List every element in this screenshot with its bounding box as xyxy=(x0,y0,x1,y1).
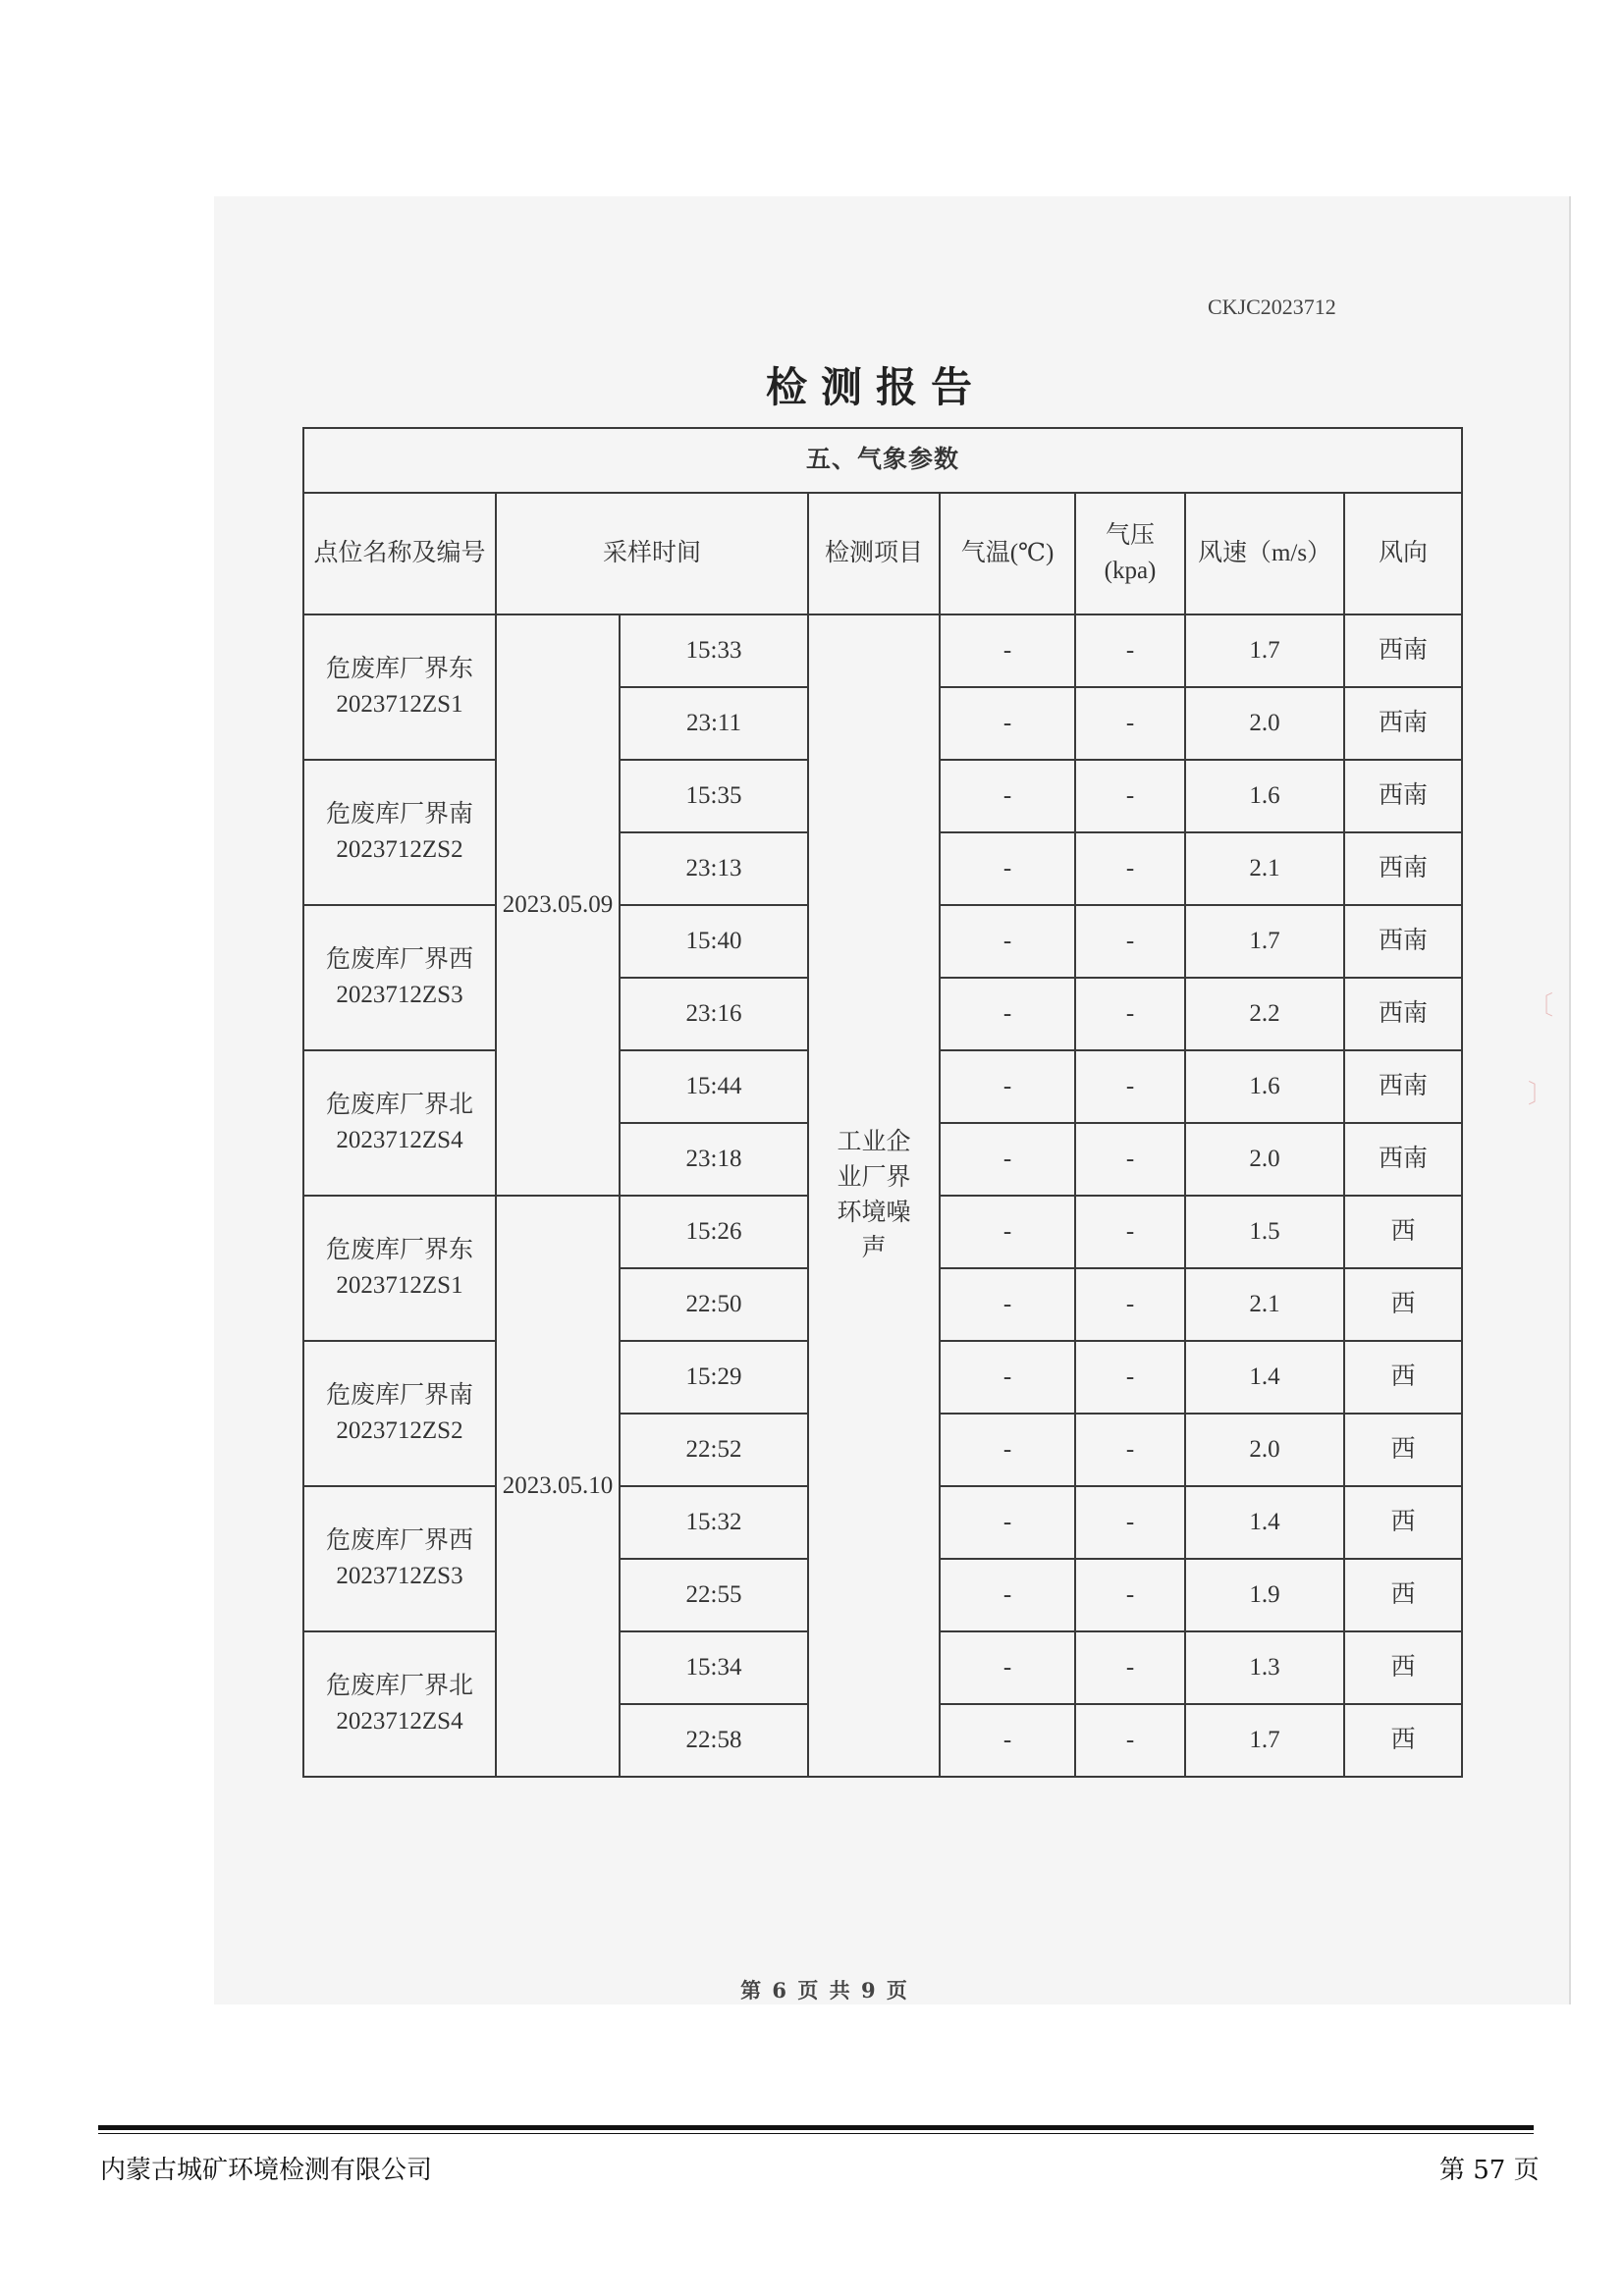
point-name-code xyxy=(303,1631,496,1777)
wind-direction-value: 西 xyxy=(1344,1268,1462,1341)
temperature-value: - xyxy=(940,1704,1075,1777)
point-name: 危废库厂界北 xyxy=(325,1673,473,1699)
wind-speed-value: 1.5 xyxy=(1185,1196,1344,1268)
sampling-time: 23:18 xyxy=(620,1123,808,1196)
wind-speed-value: 1.7 xyxy=(1185,1704,1344,1777)
temperature-value: - xyxy=(940,1123,1075,1196)
point-name-code xyxy=(303,760,496,905)
pressure-value: - xyxy=(1075,1050,1185,1123)
wind-speed-value: 1.9 xyxy=(1185,1559,1344,1631)
wind-speed-value: 2.0 xyxy=(1185,687,1344,760)
header-pressure: 气压(kpa) xyxy=(1075,493,1185,614)
temperature-value: - xyxy=(940,1268,1075,1341)
point-code: 2023712ZS1 xyxy=(336,1272,463,1299)
point-name: 危废库厂界北 xyxy=(325,1092,473,1118)
wind-direction-value: 西 xyxy=(1344,1704,1462,1777)
temperature-value: - xyxy=(940,1050,1075,1123)
header-test-item: 检测项目 xyxy=(808,493,940,614)
pressure-value: - xyxy=(1075,1341,1185,1414)
point-name: 危废库厂界东 xyxy=(325,1237,473,1263)
sampling-time: 15:44 xyxy=(620,1050,808,1123)
wind-speed-value: 1.6 xyxy=(1185,760,1344,832)
wind-speed-value: 1.4 xyxy=(1185,1341,1344,1414)
wind-speed-value: 2.0 xyxy=(1185,1414,1344,1486)
pressure-value: - xyxy=(1075,687,1185,760)
wind-direction-value: 西南 xyxy=(1344,832,1462,905)
wind-direction-value: 西 xyxy=(1344,1631,1462,1704)
footer-rule xyxy=(98,2125,1534,2130)
wind-speed-value: 1.7 xyxy=(1185,905,1344,978)
point-name-code xyxy=(303,1196,496,1341)
sampling-time: 22:58 xyxy=(620,1704,808,1777)
wind-direction-value: 西 xyxy=(1344,1486,1462,1559)
temperature-value: - xyxy=(940,1486,1075,1559)
pressure-value: - xyxy=(1075,978,1185,1050)
section-title: 五、气象参数 xyxy=(303,428,1462,493)
point-name: 危废库厂界东 xyxy=(325,656,473,682)
sampling-time: 15:32 xyxy=(620,1486,808,1559)
table-row xyxy=(303,614,1462,687)
point-code: 2023712ZS1 xyxy=(336,691,463,718)
temperature-value: - xyxy=(940,614,1075,687)
wind-direction-value: 西南 xyxy=(1344,614,1462,687)
pressure-value: - xyxy=(1075,614,1185,687)
sampling-time: 15:26 xyxy=(620,1196,808,1268)
point-code: 2023712ZS4 xyxy=(336,1127,463,1153)
temperature-value: - xyxy=(940,1631,1075,1704)
report-page-info: 第 6 页 共 9 页 xyxy=(740,1978,909,2002)
pressure-value: - xyxy=(1075,760,1185,832)
test-item: 工业企业厂界环境噪声 xyxy=(808,614,940,1777)
point-code: 2023712ZS3 xyxy=(336,1563,463,1589)
temperature-value: - xyxy=(940,760,1075,832)
wind-speed-value: 1.6 xyxy=(1185,1050,1344,1123)
wind-speed-value: 2.1 xyxy=(1185,1268,1344,1341)
sampling-time: 23:16 xyxy=(620,978,808,1050)
wind-direction-value: 西 xyxy=(1344,1196,1462,1268)
sampling-time: 22:52 xyxy=(620,1414,808,1486)
temperature-value: - xyxy=(940,832,1075,905)
pressure-value: - xyxy=(1075,1123,1185,1196)
wind-direction-value: 西 xyxy=(1344,1341,1462,1414)
temperature-value: - xyxy=(940,1341,1075,1414)
point-name: 危废库厂界南 xyxy=(325,801,473,828)
point-name-code xyxy=(303,1050,496,1196)
footer-page-number: 第 57 页 xyxy=(1439,2156,1540,2185)
point-name-code xyxy=(303,614,496,760)
pressure-value: - xyxy=(1075,1704,1185,1777)
pressure-value: - xyxy=(1075,1486,1185,1559)
sampling-time: 22:55 xyxy=(620,1559,808,1631)
point-name: 危废库厂界南 xyxy=(325,1382,473,1409)
sampling-time: 15:35 xyxy=(620,760,808,832)
wind-speed-value: 1.7 xyxy=(1185,614,1344,687)
sampling-time: 15:34 xyxy=(620,1631,808,1704)
wind-direction-value: 西南 xyxy=(1344,1050,1462,1123)
header-point: 点位名称及编号 xyxy=(303,493,496,614)
pressure-value: - xyxy=(1075,1268,1185,1341)
header-wind-speed: 风速（m/s） xyxy=(1185,493,1344,614)
point-code: 2023712ZS2 xyxy=(336,1417,463,1444)
sampling-time: 15:33 xyxy=(620,614,808,687)
pressure-value: - xyxy=(1075,832,1185,905)
point-name: 危废库厂界西 xyxy=(325,946,473,973)
temperature-value: - xyxy=(940,978,1075,1050)
temperature-value: - xyxy=(940,905,1075,978)
wind-direction-value: 西 xyxy=(1344,1414,1462,1486)
footer-company-name: 内蒙古城矿环境检测有限公司 xyxy=(100,2156,433,2185)
pressure-value: - xyxy=(1075,1559,1185,1631)
temperature-value: - xyxy=(940,1414,1075,1486)
wind-direction-value: 西南 xyxy=(1344,687,1462,760)
point-code: 2023712ZS3 xyxy=(336,982,463,1008)
temperature-value: - xyxy=(940,687,1075,760)
header-temperature: 气温(℃) xyxy=(940,493,1075,614)
header-row xyxy=(303,493,1462,614)
footer-rule-thin xyxy=(98,2133,1534,2134)
wind-speed-value: 2.2 xyxy=(1185,978,1344,1050)
sampling-time: 23:13 xyxy=(620,832,808,905)
sampling-time: 23:11 xyxy=(620,687,808,760)
wind-speed-value: 2.0 xyxy=(1185,1123,1344,1196)
point-name-code xyxy=(303,1341,496,1486)
pressure-value: - xyxy=(1075,1631,1185,1704)
pressure-value: - xyxy=(1075,1196,1185,1268)
point-name-code xyxy=(303,905,496,1050)
wind-direction-value: 西南 xyxy=(1344,760,1462,832)
point-code: 2023712ZS4 xyxy=(336,1708,463,1735)
point-name-code xyxy=(303,1486,496,1631)
section-title-row xyxy=(303,428,1462,493)
wind-direction-value: 西 xyxy=(1344,1559,1462,1631)
wind-direction-value: 西南 xyxy=(1344,905,1462,978)
sampling-time: 22:50 xyxy=(620,1268,808,1341)
header-sampling-time: 采样时间 xyxy=(496,493,808,614)
wind-direction-value: 西南 xyxy=(1344,1123,1462,1196)
temperature-value: - xyxy=(940,1559,1075,1631)
point-name: 危废库厂界西 xyxy=(325,1527,473,1554)
sampling-date: 2023.05.10 xyxy=(496,1196,620,1777)
wind-direction-value: 西南 xyxy=(1344,978,1462,1050)
sampling-time: 15:40 xyxy=(620,905,808,978)
sampling-date: 2023.05.09 xyxy=(496,614,620,1196)
header-wind-direction: 风向 xyxy=(1344,493,1462,614)
wind-speed-value: 1.3 xyxy=(1185,1631,1344,1704)
report-number: CKJC2023712 xyxy=(1208,294,1336,319)
seal-stamp-fragment: 〔 〕 xyxy=(1528,991,1554,1109)
point-code: 2023712ZS2 xyxy=(336,836,463,863)
wind-speed-value: 1.4 xyxy=(1185,1486,1344,1559)
pressure-value: - xyxy=(1075,905,1185,978)
meteorological-table xyxy=(302,427,1463,1778)
temperature-value: - xyxy=(940,1196,1075,1268)
sampling-time: 15:29 xyxy=(620,1341,808,1414)
wind-speed-value: 2.1 xyxy=(1185,832,1344,905)
report-title: 检测报告 xyxy=(766,363,987,411)
pressure-value: - xyxy=(1075,1414,1185,1486)
